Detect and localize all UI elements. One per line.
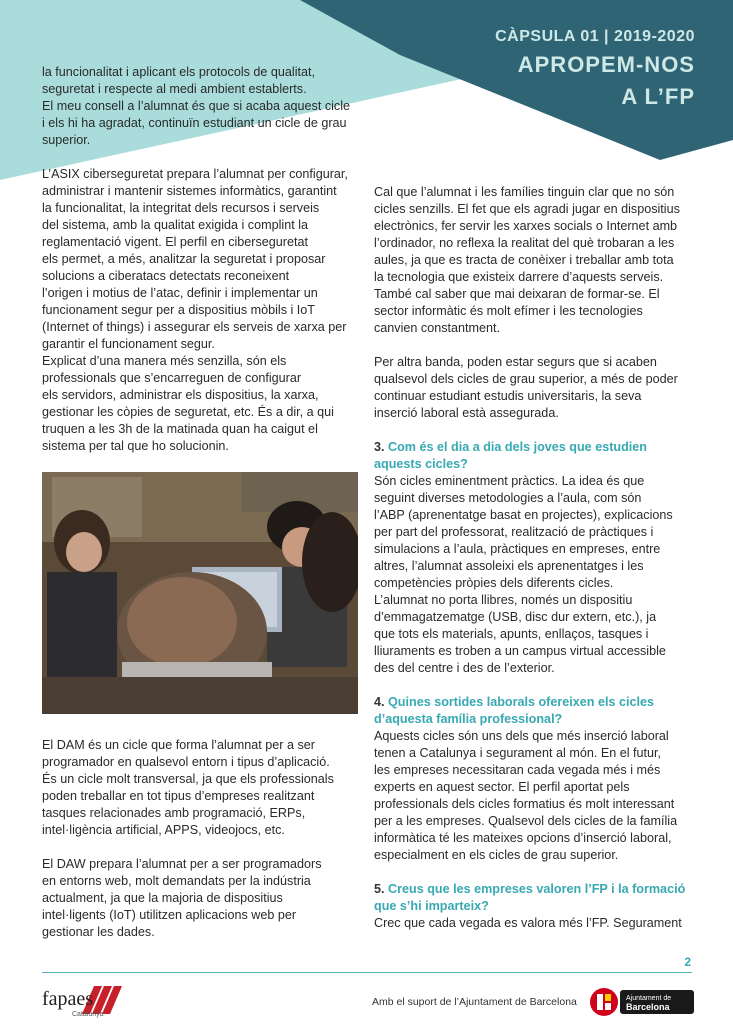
question-5 <box>374 881 690 915</box>
answer-4: Aquests cicles són uns dels que més inserció laboral tenen a Catalunya i segurament al món. En el futur, les empreses necessitaran cada vegada més i més experts en aquest sector. El perfil aportat pels professionals dels cicles formatius és molt interessant per a les empreses. Qualsevol dels cicles de la família informàtica té les mateixes opcions d’inserció laboral, especialment en els cicles de grau superior. <box>374 729 678 862</box>
paragraph: Cal que l’alumnat i les famílies tinguin clar que no són cicles senzills. El fet que els agradi jugar en dispositius electrònics, fer servir les xarxes socials o Internet amb l’ordinador, no reflexa la realitat del què trobaran a les aules, ja que es tracta de conèixer i treballar amb tota la tecnologia que existeix darrere d’aquests serveis. També cal saber que mai deixaran de formar-se. El sector informàtic és molt efímer i les tecnologies canvien constantment. <box>374 185 680 335</box>
paragraph: El DAM és un cicle que forma l’alumnat per a ser programador en qualsevol entorn i tipus d’aplicació. És un cicle molt transversal, ja que els professionals poden treballar en tot tipus d’empreses realitzant tasques relacionades amb programació, ERPs, intel·ligència artificial, APPS, videojocs, etc. <box>42 738 334 837</box>
bcn-line2: Barcelona <box>626 1002 670 1012</box>
question-number: 3. <box>374 440 385 454</box>
right-column <box>374 184 690 932</box>
paragraph: Per altra banda, poden estar segurs que si acaben qualsevol dels cicles de grau superior, a més de poder continuar estudiant estudis universitaris, la seva inserció laboral està assegurada. <box>374 355 678 420</box>
footer-divider <box>42 972 692 973</box>
bcn-line1: Ajuntament de <box>626 995 672 1002</box>
question-4 <box>374 694 690 728</box>
support-text: Amb el suport de l’Ajuntament de Barcelona <box>372 996 577 1008</box>
question-number: 4. <box>374 695 385 709</box>
capsule-label: CÀPSULA 01 | 2019-2020 <box>495 28 695 45</box>
fapaes-sub: Catalunya <box>72 1011 104 1018</box>
paragraph: El DAW prepara l’alumnat per a ser programadors en entorns web, molt demandats per la indústria actualment, ja que la majoria de dispositius intel·ligents (IoT) utilitzen aplicacions web per gestionar les dades. <box>42 857 322 939</box>
left-column-top <box>42 64 362 455</box>
question-text: Com és el dia a dia dels joves que estudien aquests cicles? <box>374 440 647 471</box>
page-number: 2 <box>684 955 691 969</box>
paragraph: L’ASIX ciberseguretat prepara l’alumnat per configurar, administrar i mantenir sistemes informàtics, garantint la funcionalitat, la integritat dels recursos i serveis del sistema, amb la qualitat exigida i complint la reglamentació vigent. El perfil en ciberseguretat els permet, a més, analitzar la seguretat i proposar solucions a ciberatacs detectats reconeixent l’origen i motius de l’atac, definir i implementar un funcionament segur per a dispositius mòbils i IoT (Internet of things) i assegurar els serveis de xarxa per garantir el funcionament segur. Explicat d’una manera més senzilla, són els professionals que s’encarreguen de configurar els servidors, administrar els dispositius, la xarxa, gestionar les còpies de seguretat, etc. És a dir, a qui truquen a les 3h de la matinada quan ha caigut el sistema per tal que ho solucionin. <box>42 167 348 453</box>
fapaes-logo <box>42 984 132 1018</box>
question-text: Creus que les empreses valoren l’FP i la formació que s’hi imparteix? <box>374 882 686 913</box>
question-text: Quines sortides laborals ofereixen els cicles d’aquesta família professional? <box>374 695 655 726</box>
barcelona-logo <box>588 986 698 1018</box>
answer-3: Són cicles eminentment pràctics. La idea és que seguint diverses metodologies a l’aula, com són l’ABP (aprenentatge basat en projectes), explicacions per part del professorat, realització de pràctiques i simulacions a l’aula, pràctiques en empreses, entre altres, l’alumnat assoleixi els aprenentatges i les competències pròpies dels diferents cicles. L’alumnat no porta llibres, només un dispositiu d’emmagatzematge (USB, disc dur extern, etc.), ja que tots els materials, apunts, enllaços, tasques i lliuraments es troben a un campus virtual accessible des del centre i des de l’exterior. <box>374 474 673 675</box>
question-number: 5. <box>374 882 385 896</box>
capsule-header <box>495 28 695 110</box>
page-title-line1: APROPEM-NOS <box>517 52 695 77</box>
question-3 <box>374 439 690 473</box>
left-column-bottom <box>42 737 362 941</box>
fapaes-wordmark: fapaes <box>42 988 94 1010</box>
page-title-line2: A L’FP <box>621 84 695 109</box>
answer-5: Crec que cada vegada es valora més l’FP. Segurament <box>374 916 682 930</box>
students-photo <box>42 472 358 714</box>
paragraph: la funcionalitat i aplicant els protocols de qualitat, seguretat i respecte al medi ambient establerts. El meu consell a l’alumnat és que si acaba aquest cicle i els hi ha agradat, continuïn estudiant un cicle de grau superior. <box>42 65 351 147</box>
